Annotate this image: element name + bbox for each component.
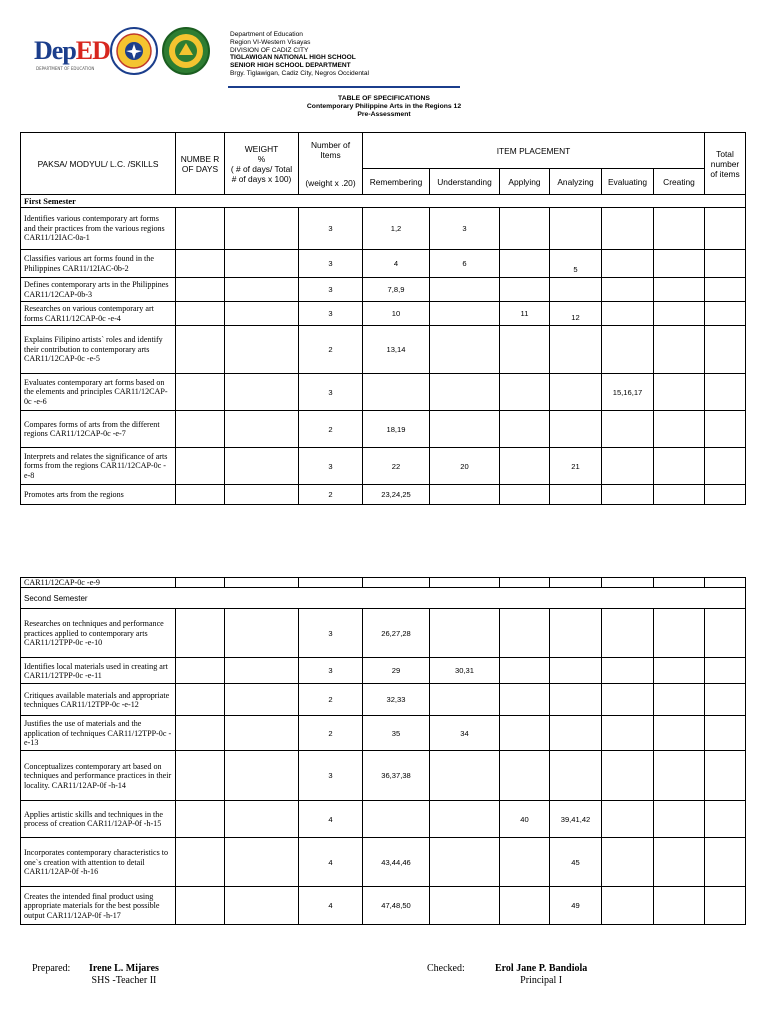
competency-cell: Justifies the use of materials and the application of techniques CAR11/12TPP-0c -e-13 — [21, 716, 176, 751]
competency-cell: Defines contemporary arts in the Philippines CAR11/12CAP-0b-3 — [21, 278, 176, 302]
items-formula: (weight x .20) — [305, 177, 356, 188]
item-placement-eva-cell — [602, 411, 654, 448]
item-placement-und-cell — [430, 609, 500, 658]
table-row — [21, 887, 746, 925]
weight-cell — [225, 838, 299, 887]
weight-cell — [225, 411, 299, 448]
weight-cell — [225, 887, 299, 925]
item-placement-eva-cell — [602, 485, 654, 505]
total-items-cell — [705, 887, 746, 925]
item-placement-cre-cell — [654, 801, 705, 838]
item-placement-rem-cell: 35 — [363, 716, 430, 751]
empty-cell — [654, 578, 705, 588]
item-placement-rem-cell — [363, 801, 430, 838]
empty-cell — [363, 578, 430, 588]
table-row — [21, 302, 746, 326]
weight-cell — [225, 801, 299, 838]
item-placement-rem-cell: 7,8,9 — [363, 278, 430, 302]
division-seal-icon — [110, 26, 158, 76]
weight-cell — [225, 716, 299, 751]
table-row — [21, 448, 746, 485]
item-placement-app-cell — [500, 485, 550, 505]
competency-cell: Identifies various contemporary art forms and their practices from the various regions CAR11/12IAC-0a-1 — [21, 208, 176, 250]
header-understanding: Understanding — [430, 169, 500, 195]
item-placement-cre-cell — [654, 887, 705, 925]
total-items-cell — [705, 485, 746, 505]
days-cell — [176, 208, 225, 250]
number-of-items-cell: 2 — [299, 326, 363, 374]
table-row — [21, 326, 746, 374]
item-placement-cre-cell — [654, 326, 705, 374]
item-placement-und-cell — [430, 801, 500, 838]
item-placement-und-cell — [430, 374, 500, 411]
competency-cell: Creates the intended final product using appropriate materials for the best possible output CAR11/12AP-0f -h-17 — [21, 887, 176, 925]
number-of-items-cell: 3 — [299, 250, 363, 278]
empty-cell — [176, 578, 225, 588]
days-cell — [176, 751, 225, 801]
table-row — [21, 658, 746, 684]
logo-group — [34, 22, 214, 80]
address-line: Department of Education — [230, 31, 303, 38]
item-placement-eva-cell — [602, 838, 654, 887]
weight-cell — [225, 658, 299, 684]
item-placement-und-cell — [430, 751, 500, 801]
deped-logo-subtext: DEPARTMENT OF EDUCATION — [36, 66, 95, 71]
days-cell — [176, 838, 225, 887]
item-placement-und-cell — [430, 278, 500, 302]
weight-label: WEIGHT — [244, 143, 279, 154]
table-row — [21, 374, 746, 411]
title-line: TABLE OF SPECIFICATIONS — [338, 95, 430, 102]
weight-cell — [225, 374, 299, 411]
item-placement-und-cell — [430, 838, 500, 887]
weight-cell — [225, 485, 299, 505]
table-row — [21, 278, 746, 302]
competency-cell: Critiques available materials and appropriate techniques CAR11/12TPP-0c -e-12 — [21, 684, 176, 716]
item-placement-eva-cell — [602, 801, 654, 838]
specification-table-page2 — [20, 577, 746, 925]
item-placement-app-cell — [500, 887, 550, 925]
item-placement-cre-cell — [654, 838, 705, 887]
table-row — [21, 250, 746, 278]
number-of-items-cell: 3 — [299, 374, 363, 411]
item-placement-und-cell — [430, 485, 500, 505]
days-cell — [176, 684, 225, 716]
number-of-items-cell: 2 — [299, 684, 363, 716]
school-address: Brgy. Tiglawigan, Cadiz City, Negros Occidental — [230, 69, 370, 77]
continuation-code: CAR11/12CAP-0c -e-9 — [21, 578, 176, 588]
item-placement-und-cell: 34 — [430, 716, 500, 751]
item-placement-rem-cell: 18,19 — [363, 411, 430, 448]
days-cell — [176, 658, 225, 684]
table-row — [21, 751, 746, 801]
prepared-signatory — [89, 963, 159, 987]
number-of-items-cell: 2 — [299, 716, 363, 751]
total-items-cell — [705, 751, 746, 801]
item-placement-eva-cell — [602, 609, 654, 658]
number-of-items-cell: 3 — [299, 302, 363, 326]
empty-cell — [705, 578, 746, 588]
item-placement-ana-cell: 39,41,42 — [550, 801, 602, 838]
item-placement-cre-cell — [654, 411, 705, 448]
header-analyzing: Analyzing — [550, 169, 602, 195]
number-of-items-cell: 3 — [299, 278, 363, 302]
item-placement-eva-cell — [602, 684, 654, 716]
second-semester-label: Second Semester — [21, 588, 746, 609]
days-cell — [176, 716, 225, 751]
weight-cell — [225, 751, 299, 801]
item-placement-app-cell — [500, 448, 550, 485]
competency-cell: Conceptualizes contemporary art based on techniques and performance practices in their locality. CAR11/12AP-0f -h-14 — [21, 751, 176, 801]
table-row — [21, 684, 746, 716]
item-placement-rem-cell: 23,24,25 — [363, 485, 430, 505]
total-items-cell — [705, 326, 746, 374]
weight-percent: % — [257, 153, 266, 164]
empty-cell — [550, 578, 602, 588]
item-placement-app-cell — [500, 716, 550, 751]
total-items-cell — [705, 684, 746, 716]
total-items-cell — [705, 448, 746, 485]
item-placement-ana-cell — [550, 326, 602, 374]
number-of-items-cell: 3 — [299, 751, 363, 801]
item-placement-ana-cell: 12 — [550, 302, 602, 326]
item-placement-cre-cell — [654, 485, 705, 505]
item-placement-app-cell — [500, 411, 550, 448]
total-items-cell — [705, 801, 746, 838]
competency-cell: Evaluates contemporary art forms based on the elements and principles CAR11/12CAP-0c -e-6 — [21, 374, 176, 411]
weight-cell — [225, 250, 299, 278]
days-cell — [176, 326, 225, 374]
assessment-line: Pre-Assessment — [357, 111, 411, 118]
item-placement-ana-cell — [550, 411, 602, 448]
item-placement-und-cell — [430, 302, 500, 326]
days-cell — [176, 411, 225, 448]
number-of-items-cell: 2 — [299, 411, 363, 448]
header-remembering: Remembering — [363, 169, 430, 195]
item-placement-app-cell: 11 — [500, 302, 550, 326]
prepared-label: Prepared: — [32, 963, 71, 974]
total-items-cell — [705, 374, 746, 411]
number-of-items-cell: 3 — [299, 658, 363, 684]
item-placement-rem-cell: 1,2 — [363, 208, 430, 250]
weight-cell — [225, 326, 299, 374]
number-of-items-cell: 3 — [299, 448, 363, 485]
number-of-items-cell: 2 — [299, 485, 363, 505]
days-cell — [176, 801, 225, 838]
total-items-cell — [705, 278, 746, 302]
header-items — [299, 133, 363, 195]
header-days: NUMBE R OF DAYS — [176, 133, 225, 195]
header-divider — [228, 86, 460, 88]
item-placement-und-cell — [430, 326, 500, 374]
item-placement-ana-cell — [550, 716, 602, 751]
header-applying: Applying — [500, 169, 550, 195]
total-items-cell — [705, 658, 746, 684]
item-placement-rem-cell: 32,33 — [363, 684, 430, 716]
days-cell — [176, 374, 225, 411]
header-item-placement: ITEM PLACEMENT — [363, 133, 705, 169]
item-placement-eva-cell — [602, 658, 654, 684]
item-placement-rem-cell — [363, 374, 430, 411]
item-placement-app-cell — [500, 658, 550, 684]
item-placement-cre-cell — [654, 374, 705, 411]
header-creating: Creating — [654, 169, 705, 195]
item-placement-und-cell — [430, 887, 500, 925]
item-placement-app-cell: 40 — [500, 801, 550, 838]
item-placement-und-cell: 6 — [430, 250, 500, 278]
number-of-items-cell: 3 — [299, 609, 363, 658]
number-of-items-cell: 4 — [299, 801, 363, 838]
item-placement-app-cell — [500, 684, 550, 716]
competency-cell: Identifies local materials used in creating art CAR11/12TPP-0c -e-11 — [21, 658, 176, 684]
item-placement-app-cell — [500, 250, 550, 278]
item-placement-ana-cell — [550, 374, 602, 411]
number-of-items-cell: 3 — [299, 208, 363, 250]
item-placement-ana-cell — [550, 658, 602, 684]
item-placement-app-cell — [500, 208, 550, 250]
empty-cell — [299, 578, 363, 588]
item-placement-eva-cell — [602, 278, 654, 302]
total-items-cell — [705, 411, 746, 448]
weight-cell — [225, 278, 299, 302]
days-cell — [176, 485, 225, 505]
item-placement-eva-cell — [602, 302, 654, 326]
item-placement-app-cell — [500, 326, 550, 374]
office-address — [230, 31, 369, 78]
weight-formula: ( # of days/ Total # of days x 100) — [230, 163, 293, 184]
item-placement-eva-cell — [602, 716, 654, 751]
checked-by-block — [427, 963, 465, 975]
item-placement-cre-cell — [654, 716, 705, 751]
header-evaluating: Evaluating — [602, 169, 654, 195]
item-placement-app-cell — [500, 751, 550, 801]
deped-logo: DepED — [34, 36, 110, 65]
empty-cell — [500, 578, 550, 588]
days-cell — [176, 887, 225, 925]
item-placement-eva-cell — [602, 887, 654, 925]
competency-cell: Promotes arts from the regions — [21, 485, 176, 505]
item-placement-ana-cell: 5 — [550, 250, 602, 278]
item-placement-ana-cell — [550, 278, 602, 302]
table-row — [21, 838, 746, 887]
total-items-cell — [705, 250, 746, 278]
document-titles — [0, 95, 768, 119]
department-name: SENIOR HIGH SCHOOL DEPARTMENT — [230, 62, 351, 70]
item-placement-cre-cell — [654, 278, 705, 302]
item-placement-cre-cell — [654, 751, 705, 801]
item-placement-ana-cell — [550, 208, 602, 250]
prepared-by-block — [32, 963, 70, 975]
checked-title: Principal I — [520, 975, 563, 986]
item-placement-und-cell — [430, 684, 500, 716]
number-of-items-cell: 4 — [299, 887, 363, 925]
total-items-cell — [705, 609, 746, 658]
table-row — [21, 411, 746, 448]
subtitle-line: Contemporary Philippine Arts in the Regions 12 — [306, 103, 462, 110]
item-placement-und-cell — [430, 411, 500, 448]
item-placement-rem-cell: 29 — [363, 658, 430, 684]
checked-signatory — [495, 963, 587, 987]
address-line: Region VI-Western Visayas — [230, 38, 311, 46]
item-placement-rem-cell: 22 — [363, 448, 430, 485]
item-placement-eva-cell — [602, 326, 654, 374]
item-placement-rem-cell: 4 — [363, 250, 430, 278]
item-placement-cre-cell — [654, 208, 705, 250]
item-placement-ana-cell — [550, 684, 602, 716]
days-cell — [176, 302, 225, 326]
table-row — [21, 716, 746, 751]
item-placement-ana-cell — [550, 751, 602, 801]
item-placement-app-cell — [500, 278, 550, 302]
weight-cell — [225, 302, 299, 326]
item-placement-rem-cell: 10 — [363, 302, 430, 326]
competency-cell: Compares forms of arts from the different regions CAR11/12CAP-0c -e-7 — [21, 411, 176, 448]
item-placement-ana-cell: 49 — [550, 887, 602, 925]
first-semester-label: First Semester — [21, 195, 746, 208]
competency-cell: Classifies various art forms found in the Philippines CAR11/12IAC-0b-2 — [21, 250, 176, 278]
item-placement-app-cell — [500, 609, 550, 658]
total-items-cell — [705, 716, 746, 751]
item-placement-cre-cell — [654, 684, 705, 716]
total-items-cell — [705, 838, 746, 887]
table-row — [21, 208, 746, 250]
days-cell — [176, 609, 225, 658]
competency-cell: Incorporates contemporary characteristics to one`s creation with attention to detail CAR11/12AP-0f -h-16 — [21, 838, 176, 887]
item-placement-app-cell — [500, 838, 550, 887]
item-placement-app-cell — [500, 374, 550, 411]
item-placement-rem-cell: 26,27,28 — [363, 609, 430, 658]
item-placement-rem-cell: 43,44,46 — [363, 838, 430, 887]
total-items-cell — [705, 208, 746, 250]
empty-cell — [602, 578, 654, 588]
specification-table-page1 — [20, 132, 746, 505]
item-placement-cre-cell — [654, 609, 705, 658]
days-cell — [176, 278, 225, 302]
item-placement-rem-cell: 13,14 — [363, 326, 430, 374]
item-placement-cre-cell — [654, 448, 705, 485]
table-row — [21, 485, 746, 505]
item-placement-eva-cell — [602, 250, 654, 278]
items-label: Number of Items — [310, 139, 351, 160]
table-row — [21, 609, 746, 658]
item-placement-ana-cell — [550, 485, 602, 505]
weight-cell — [225, 448, 299, 485]
weight-cell — [225, 609, 299, 658]
address-line: DIVISION OF CADIZ CITY — [230, 46, 309, 54]
competency-cell: Researches on various contemporary art forms CAR11/12CAP-0c -e-4 — [21, 302, 176, 326]
item-placement-rem-cell: 47,48,50 — [363, 887, 430, 925]
checked-name: Erol Jane P. Bandiola — [495, 963, 588, 974]
prepared-name: Irene L. Mijares — [89, 963, 159, 974]
item-placement-eva-cell: 15,16,17 — [602, 374, 654, 411]
item-placement-und-cell: 30,31 — [430, 658, 500, 684]
competency-cell: Researches on techniques and performance practices applied to contemporary arts CAR11/12TPP-0c -e-10 — [21, 609, 176, 658]
weight-cell — [225, 208, 299, 250]
header-weight — [225, 133, 299, 195]
item-placement-ana-cell: 21 — [550, 448, 602, 485]
item-placement-rem-cell: 36,37,38 — [363, 751, 430, 801]
days-cell — [176, 250, 225, 278]
empty-cell — [430, 578, 500, 588]
total-items-cell — [705, 302, 746, 326]
school-name: TIGLAWIGAN NATIONAL HIGH SCHOOL — [230, 54, 356, 62]
item-placement-ana-cell: 45 — [550, 838, 602, 887]
item-placement-und-cell: 3 — [430, 208, 500, 250]
item-placement-und-cell: 20 — [430, 448, 500, 485]
competency-cell: Applies artistic skills and techniques in the process of creation CAR11/12AP-0f -h-15 — [21, 801, 176, 838]
competency-cell: Explains Filipino artists` roles and identify their contribution to contemporary arts CAR11/12CAP-0c -e-5 — [21, 326, 176, 374]
checked-label: Checked: — [427, 963, 465, 974]
item-placement-eva-cell — [602, 208, 654, 250]
prepared-title: SHS -Teacher II — [91, 975, 157, 986]
item-placement-cre-cell — [654, 302, 705, 326]
item-placement-ana-cell — [550, 609, 602, 658]
empty-cell — [225, 578, 299, 588]
header-total: Total number of items — [705, 133, 746, 195]
table-row — [21, 801, 746, 838]
school-seal-icon — [162, 26, 210, 76]
number-of-items-cell: 4 — [299, 838, 363, 887]
item-placement-eva-cell — [602, 448, 654, 485]
item-placement-cre-cell — [654, 250, 705, 278]
header-competency: PAKSA/ MODYUL/ L.C. /SKILLS — [21, 133, 176, 195]
weight-cell — [225, 684, 299, 716]
item-placement-eva-cell — [602, 751, 654, 801]
days-cell — [176, 448, 225, 485]
competency-cell: Interprets and relates the significance of arts forms from the regions CAR11/12CAP-0c -e-8 — [21, 448, 176, 485]
item-placement-cre-cell — [654, 658, 705, 684]
